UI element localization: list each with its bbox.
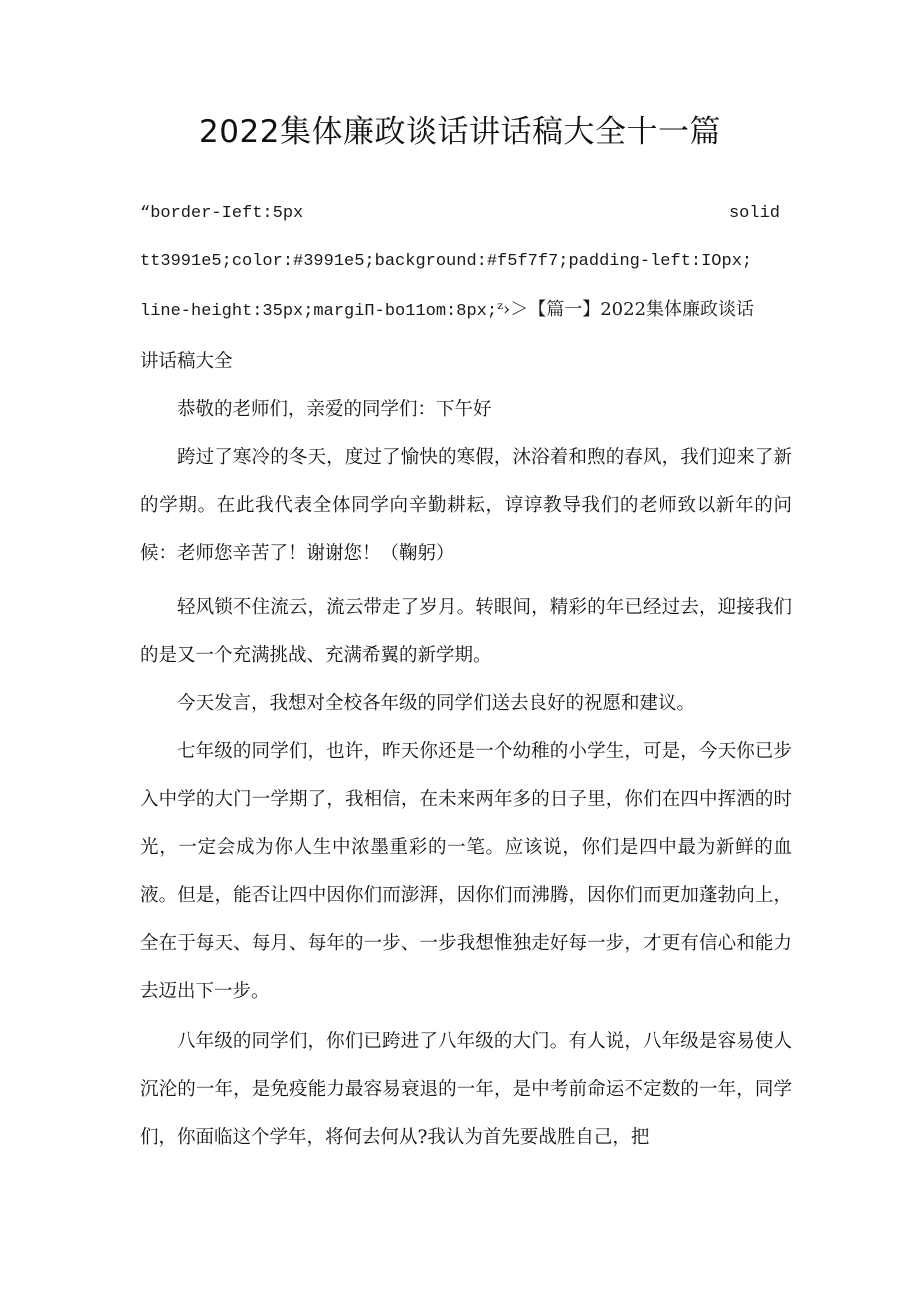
paragraph-grade-eight: 八年级的同学们，你们已跨进了八年级的大门。有人说，八年级是容易使人沉沦的一年，是免疫能力最容易衰退的一年，是中考前命运不定数的一年，同学们，你面临这个学年，将何去何从?我认为首先要战胜自己，把 xyxy=(140,1031,792,1149)
paragraph-wishes: 今天发言，我想对全校各年级的同学们送去良好的祝愿和建议。 xyxy=(177,693,696,714)
section-heading-continued: 讲话稿大全 xyxy=(140,351,233,372)
style-residue-line-1 xyxy=(140,202,780,226)
style-residue-code: line-height:35px;margiΠ-bo11om:8px; xyxy=(140,302,498,321)
style-residue-line-2: tt3991e5;color:#3991e5;background:#f5f7f7;padding-left:IOpx; xyxy=(140,252,753,271)
style-residue-right: solid xyxy=(728,204,780,223)
style-residue-line-3 xyxy=(140,298,780,324)
document-title: 2022集体廉政谈话讲话稿大全十一篇 xyxy=(199,114,721,150)
paragraph-greeting: 恭敬的老师们，亲爱的同学们：下午好 xyxy=(177,399,492,420)
paragraph-time-passing: 轻风锁不住流云，流云带走了岁月。转眼间，精彩的年已经过去，迎接我们的是又一个充满挑战、充满希翼的新学期。 xyxy=(140,597,792,667)
style-residue-left: “border-Ieft:5px xyxy=(140,204,304,223)
section-heading-start: ᶻ›＞【篇一】2022集体廉政谈话 xyxy=(497,299,755,320)
paragraph-new-term: 跨过了寒冷的冬天，度过了愉快的寒假，沐浴着和煦的春风，我们迎来了新的学期。在此我代表全体同学向辛勤耕耘，谆谆教导我们的老师致以新年的问候：老师您辛苦了！谢谢您！（鞠躬） xyxy=(140,447,792,565)
paragraph-grade-seven: 七年级的同学们，也许，昨天你还是一个幼稚的小学生，可是，今天你已步入中学的大门一学期了，我相信，在未来两年多的日子里，你们在四中挥洒的时光，一定会成为你人生中浓墨重彩的一笔。应该说，你们是四中最为新鲜的血液。但是，能否让四中因你们而澎湃，因你们而沸腾，因你们而更加蓬勃向上，全在于每天、每月、每年的一步、一步我想惟独走好每一步，才更有信心和能力去迈出下一步。 xyxy=(140,741,792,1003)
